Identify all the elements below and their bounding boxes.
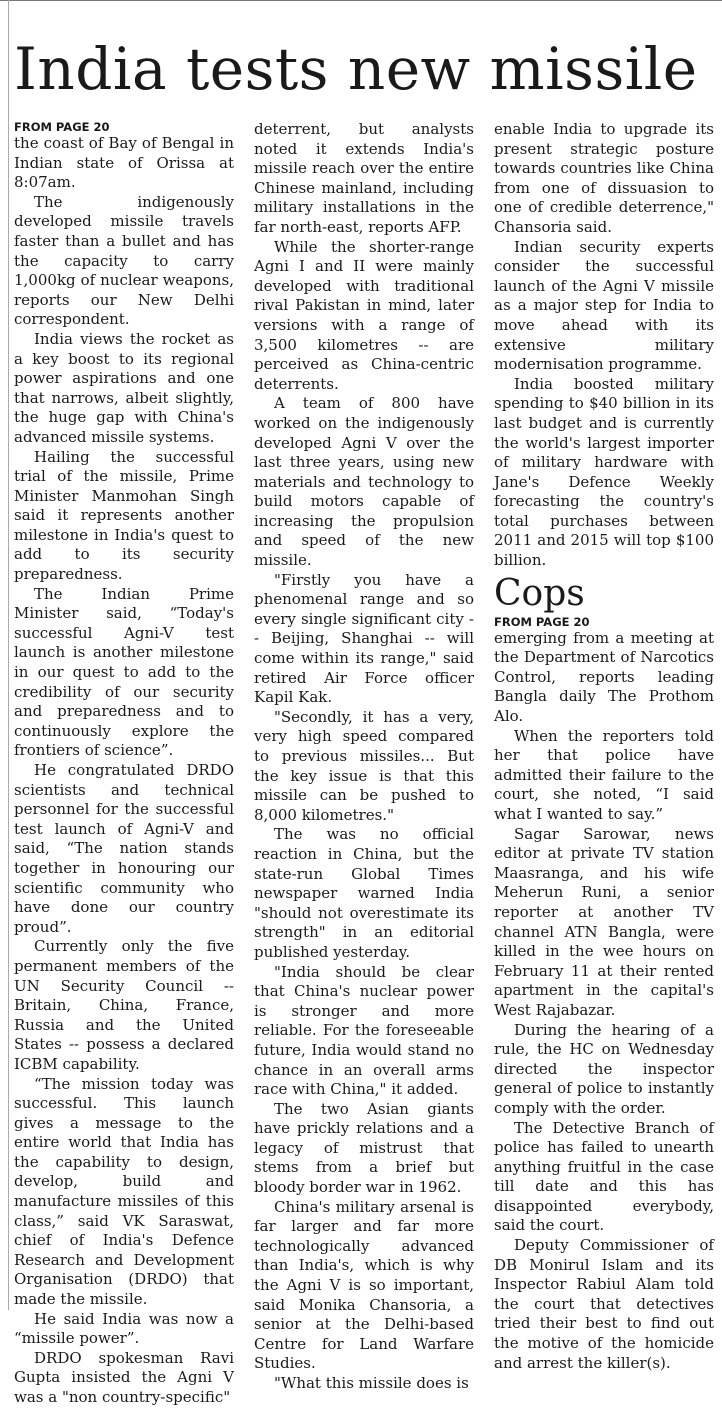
- paragraph: While the shorter-range Agni I and II were mainly developed with traditional rival Pakistan in mind, later versions with a range of 3,500 kilometres -- are perceived as China-centric deterrents.: [254, 237, 474, 393]
- paragraph: When the reporters told her that police have admitted their failure to the court, she noted, “I said what I wanted to say.”: [494, 726, 714, 823]
- top-rule: [0, 0, 722, 1]
- paragraph: emerging from a meeting at the Department of Narcotics Control, reports leading Bangla daily The Prothom Alo.: [494, 628, 714, 726]
- column-2: [254, 120, 474, 1392]
- page-headline: India tests new missile: [14, 35, 698, 103]
- paragraph: Sagar Sarowar, news editor at private TV station Maasranga, and his wife Meherun Runi, a senior reporter at another TV channel ATN Bangla, were killed in the wee hours on February 11 at their rented apartment in the capital's West Rajabazar.: [494, 824, 714, 1019]
- column-3: [494, 120, 714, 1372]
- paragraph: The two Asian giants have prickly relations and a legacy of mistrust that stems from a brief but bloody border war in 1962.: [254, 1099, 474, 1197]
- paragraph: India views the rocket as a key boost to its regional power aspirations and one that narrows, albeit slightly, the huge gap with China's advanced missile systems.: [14, 329, 234, 446]
- column-1: [14, 120, 234, 1406]
- paragraph: "Firstly you have a phenomenal range and so every single significant city -- Beijing, Shanghai -- will come within its range," said retired Air Force officer Kapil Kak.: [254, 570, 474, 707]
- paragraph: DRDO spokesman Ravi Gupta insisted the Agni V was a "non country-specific": [14, 1348, 234, 1406]
- story2-kicker: FROM PAGE 20: [494, 614, 590, 629]
- paragraph: He said India was now a “missile power”.: [14, 1309, 234, 1348]
- paragraph: the coast of Bay of Bengal in Indian state of Orissa at 8:07am.: [14, 134, 234, 192]
- paragraph: Currently only the five permanent members of the UN Security Council -- Britain, China, France, Russia and the United States -- possess a declared ICBM capability.: [14, 937, 234, 1073]
- paragraph: During the hearing of a rule, the HC on Wednesday directed the inspector general of police to instantly comply with the order.: [494, 1020, 714, 1117]
- left-margin-rule: [8, 0, 9, 1310]
- paragraph: "What this missile does is: [274, 1374, 469, 1392]
- paragraph: Deputy Commissioner of DB Monirul Islam and its Inspector Rabiul Alam told the court that detectives tried their best to find out the motive of the homicide and arrest the killer(s).: [494, 1236, 714, 1372]
- paragraph: enable India to upgrade its present strategic posture towards countries like China from one of dissuasion to one of credible deterrence," Chansoria said.: [494, 120, 714, 236]
- paragraph: Hailing the successful trial of the missile, Prime Minister Manmohan Singh said it represents another milestone in India's quest to add to its security preparedness.: [14, 447, 234, 584]
- paragraph: He congratulated DRDO scientists and technical personnel for the successful test launch of Agni-V and said, “The nation stands together in honouring our scientific community who have done our country proud”.: [14, 761, 234, 936]
- paragraph: “The mission today was successful. This launch gives a message to the entire world that India has the capability to design, develop, build and manufacture missiles of this class,” said VK Saraswat, chief of India's Defence Research and Development Organisation (DRDO) that made the missile.: [14, 1074, 234, 1309]
- paragraph: Indian security experts consider the successful launch of the Agni V missile as a major step for India to move ahead with its extensive military modernisation programme.: [494, 237, 714, 374]
- cops-headline: Cops: [494, 572, 585, 614]
- story1-kicker: FROM PAGE 20: [14, 120, 110, 134]
- paragraph: The Indian Prime Minister said, “Today's successful Agni-V test launch is another milestone in our quest to add to the credibility of our security and preparedness and to continuously explore the frontiers of science”.: [14, 584, 234, 760]
- paragraph: "Secondly, it has a very, very high speed compared to previous missiles... But the key issue is that this missile can be pushed to 8,000 kilometres.": [254, 707, 474, 824]
- paragraph: deterrent, but analysts noted it extends India's missile reach over the entire Chinese mainland, including military installations in the far north-east, reports AFP.: [254, 120, 474, 236]
- paragraph: The indigenously developed missile travels faster than a bullet and has the capacity to carry 1,000kg of nuclear weapons, reports our New Delhi correspondent.: [14, 192, 234, 329]
- paragraph: "India should be clear that China's nuclear power is stronger and more reliable. For the foreseeable future, India would stand no chance in an overall arms race with China," it added.: [254, 962, 474, 1099]
- paragraph: The was no official reaction in China, but the state-run Global Times newspaper warned India "should not overestimate its strength" in an editorial published yesterday.: [254, 825, 474, 961]
- paragraph: A team of 800 have worked on the indigenously developed Agni V over the last three years, using new materials and technology to build motors capable of increasing the propulsion and speed of the new missile.: [254, 394, 474, 570]
- paragraph: The Detective Branch of police has failed to unearth anything fruitful in the case till date and this has disappointed everybody, said the court.: [494, 1118, 714, 1235]
- paragraph: India boosted military spending to $40 billion in its last budget and is currently the world's largest importer of military hardware with Jane's Defence Weekly forecasting the country's total purchases between 2011 and 2015 will top $100 billion.: [494, 374, 714, 570]
- paragraph: China's military arsenal is far larger and far more technologically advanced than India's, which is why the Agni V is so important, said Monika Chansoria, a senior at the Delhi-based Centre for Land Warfare Studies.: [254, 1197, 474, 1373]
